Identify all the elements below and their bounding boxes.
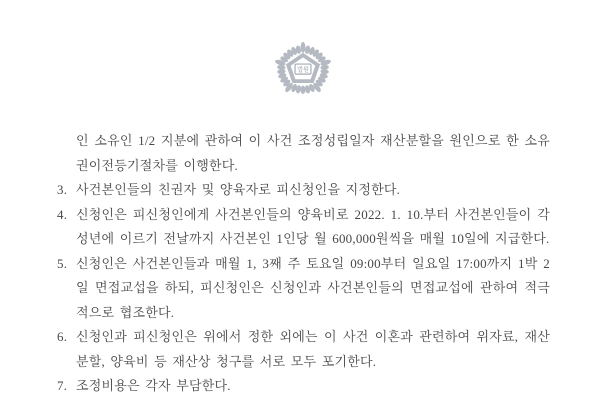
clause-text: 사건본인들의 친권자 및 양육자로 피신청인을 지정한다. bbox=[76, 182, 401, 197]
court-seal-icon bbox=[261, 36, 345, 103]
clause-text: 신청인은 사건본인들과 매월 1, 3째 주 토요일 09:00부터 일요일 17:00까지 1박 2일 면접교섭을 하되, 피신청인은 신청인과 사건본인들의 면접교섭에 관하여 적극적으로 협조한다. bbox=[76, 255, 550, 320]
clause-number: 6. bbox=[57, 329, 68, 344]
court-seal-container bbox=[0, 36, 606, 103]
clause-item bbox=[57, 374, 550, 399]
clause-text: 신청인과 피신청인은 위에서 정한 외에는 이 사건 이혼과 관련하여 위자료, 재산분할, 양육비 등 재산상 청구를 서로 모두 포기한다. bbox=[76, 329, 550, 369]
clause-item bbox=[57, 203, 550, 252]
clause-item bbox=[57, 325, 550, 374]
clause-number: 3. bbox=[57, 182, 68, 197]
clause-text: 신청인은 피신청인에게 사건본인들의 양육비로 2022. 1. 10.부터 사건본인들이 각 성년에 이르기 전날까지 사건본인 1인당 월 600,000원씩을 매월 10일에 지급한다. bbox=[76, 206, 550, 246]
clause-text: 조정비용은 각자 부담한다. bbox=[76, 378, 231, 393]
clause-item bbox=[57, 129, 550, 178]
clause-item bbox=[57, 252, 550, 326]
clause-text: 인 소유인 1/2 지분에 관하여 이 사건 조정성립일자 재산분할을 원인으로 한 소유권이전등기절차를 이행한다. bbox=[76, 133, 550, 173]
clause-number: 5. bbox=[57, 255, 68, 271]
court-seal-label: 법원 bbox=[296, 66, 310, 74]
clause-number: 4. bbox=[57, 206, 68, 222]
ruling-clauses bbox=[57, 129, 550, 399]
clause-number: 7. bbox=[57, 378, 68, 393]
clause-item bbox=[57, 178, 550, 203]
